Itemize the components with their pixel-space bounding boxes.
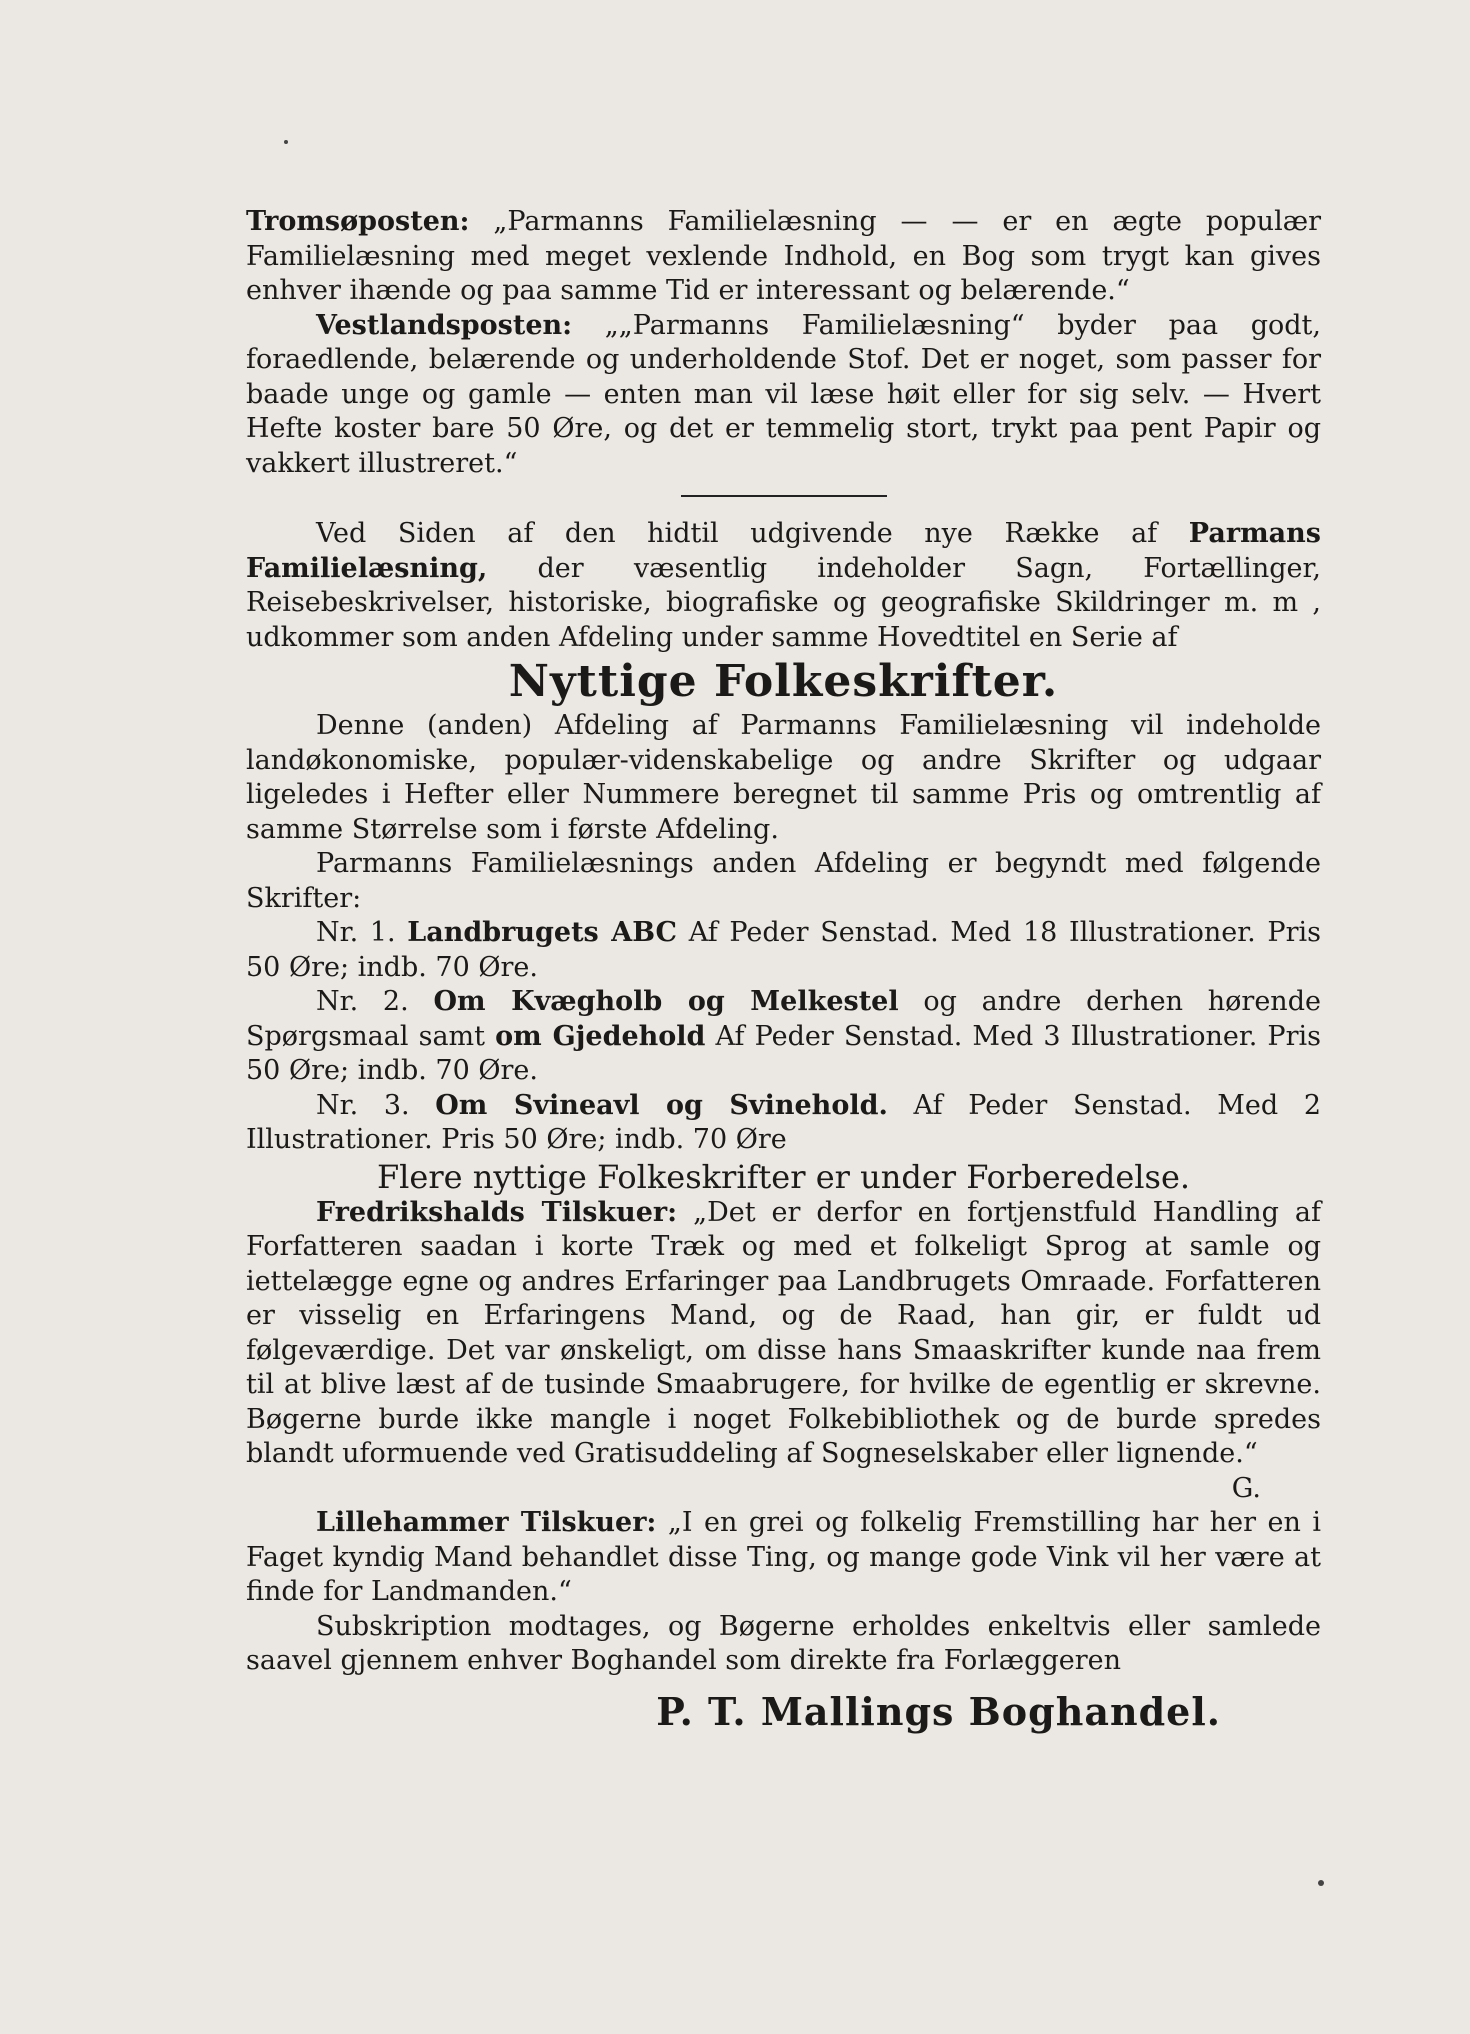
intro-series-title: Parmans Familielæsning, [246, 518, 1321, 584]
review-lillehammer [246, 1506, 1321, 1610]
started-paragraph: Parmanns Familielæsnings anden Afdeling er begyndt med følgende Skrifter: [246, 848, 1321, 914]
item-details: Af Peder Senstad. Med 18 Illustrationer. Pris 50 Øre; indb. 70 Øre. [246, 917, 1321, 983]
review-signature: G. [1231, 1472, 1261, 1504]
review-fredrikshald [246, 1196, 1321, 1504]
item-details: Af Peder Senstad. Med 3 Illustrationer. Pris 50 Øre; indb. 70 Øre. [246, 1020, 1321, 1086]
intro-paragraph [246, 517, 1321, 655]
item-title-2: om Gjedehold [495, 1020, 706, 1052]
review-text: „I en grei og folkelig Fremstilling har her en i Faget kyndig Mand behandlet disse Ting, og mange gode Vink vil her være at finde for Landmanden.“ [246, 1507, 1321, 1607]
review-text: „Parmanns Familielæsning — — er en ægte populær Familielæsning med meget vexlende Indhold, en Bog som trygt kan gives enhver ihænde og paa samme Tid er interessant og belærende.“ [246, 206, 1321, 306]
text-column [246, 205, 1321, 1735]
subscription-paragraph: Subskription modtages, og Bøgerne erholdes enkeltvis eller samlede saavel gjennem enhver Boghandel som direkte fra Forlæggeren [246, 1610, 1321, 1676]
review-text: „„Parmanns Familielæsning“ byder paa godt, foraedlende, belærende og underholdende Stof. Det er noget, som passer for baade unge og gamle — enten man vil læse høit eller for sig selv. — Hvert Hefte koster bare 50 Øre, og det er temmelig stort, trykt paa pent Papir og vakkert illustreret.“ [246, 309, 1321, 479]
item-mid: og andre derhen hørende Spørgsmaal samt [246, 986, 1321, 1052]
list-item [246, 985, 1321, 1089]
item-title: Om Svineavl og Svinehold. [435, 1089, 888, 1121]
review-source: Fredrikshalds Tilskuer: [316, 1196, 678, 1228]
item-number: Nr. 1. [316, 917, 396, 948]
list-item [246, 1089, 1321, 1158]
review-vestlandsposten [246, 309, 1321, 482]
section-divider [681, 495, 887, 497]
paper-speck [1318, 1880, 1324, 1886]
item-number: Nr. 2. [316, 986, 409, 1017]
review-tromsoposten [246, 205, 1321, 309]
item-title: Landbrugets ABC [407, 917, 678, 948]
list-item [246, 916, 1321, 985]
item-number: Nr. 3. [316, 1089, 410, 1121]
section-heading: Nyttige Folkeskrifter. [508, 656, 1059, 707]
review-text: „Det er derfor en fortjenstfuld Handling af Forfatteren saadan i korte Træk og med et folkeligt Sprog at samle og iettelægge egne og andres Erfaringer paa Landbrugets Omraade. Forfatteren er visselig en Erfaringens Mand, og de Raad, han gir, er fuldt ud følgeværdige. Det var ønskeligt, om disse hans Smaaskrifter kunde naa frem til at blive læst af de tusinde Smaabrugere, for hvilke de egentlig er skrevne. Bøgerne burde ikke mangle i noget Folkebibliothek og de burde spredes blandt uformuende ved Gratisuddeling af Sogneselskaber eller lignende.“ [246, 1196, 1321, 1469]
publisher-name: P. T. Mallings Boghandel. [656, 1688, 1221, 1734]
review-source: Tromsøposten: [246, 206, 470, 237]
section-subheading: Flere nyttige Folkeskrifter er under Forberedelse. [376, 1157, 1191, 1196]
description-paragraph: Denne (anden) Afdeling af Parmanns Familielæsning vil indeholde landøkonomiske, populær-videnskabelige og andre Skrifter og udgaar ligeledes i Hefter eller Nummere beregnet til samme Pris og omtrentlig af samme Størrelse som i første Afdeling. [246, 710, 1321, 845]
intro-pre: Ved Siden af den hidtil udgivende nye Række af [316, 518, 1158, 549]
item-title: Om Kvægholb og Melkestel [433, 986, 899, 1017]
review-source: Lillehammer Tilskuer: [316, 1507, 657, 1538]
paper-speck [284, 140, 288, 144]
item-details: Af Peder Senstad. Med 2 Illustrationer. Pris 50 Øre; indb. 70 Øre [246, 1089, 1321, 1155]
review-source: Vestlandsposten: [316, 309, 573, 341]
intro-post: der væsentlig indeholder Sagn, Fortællinger, Reisebeskrivelser, historiske, biografiske og geografiske Skildringer m. m , udkommer som anden Afdeling under samme Hovedtitel en Serie af [246, 552, 1321, 653]
